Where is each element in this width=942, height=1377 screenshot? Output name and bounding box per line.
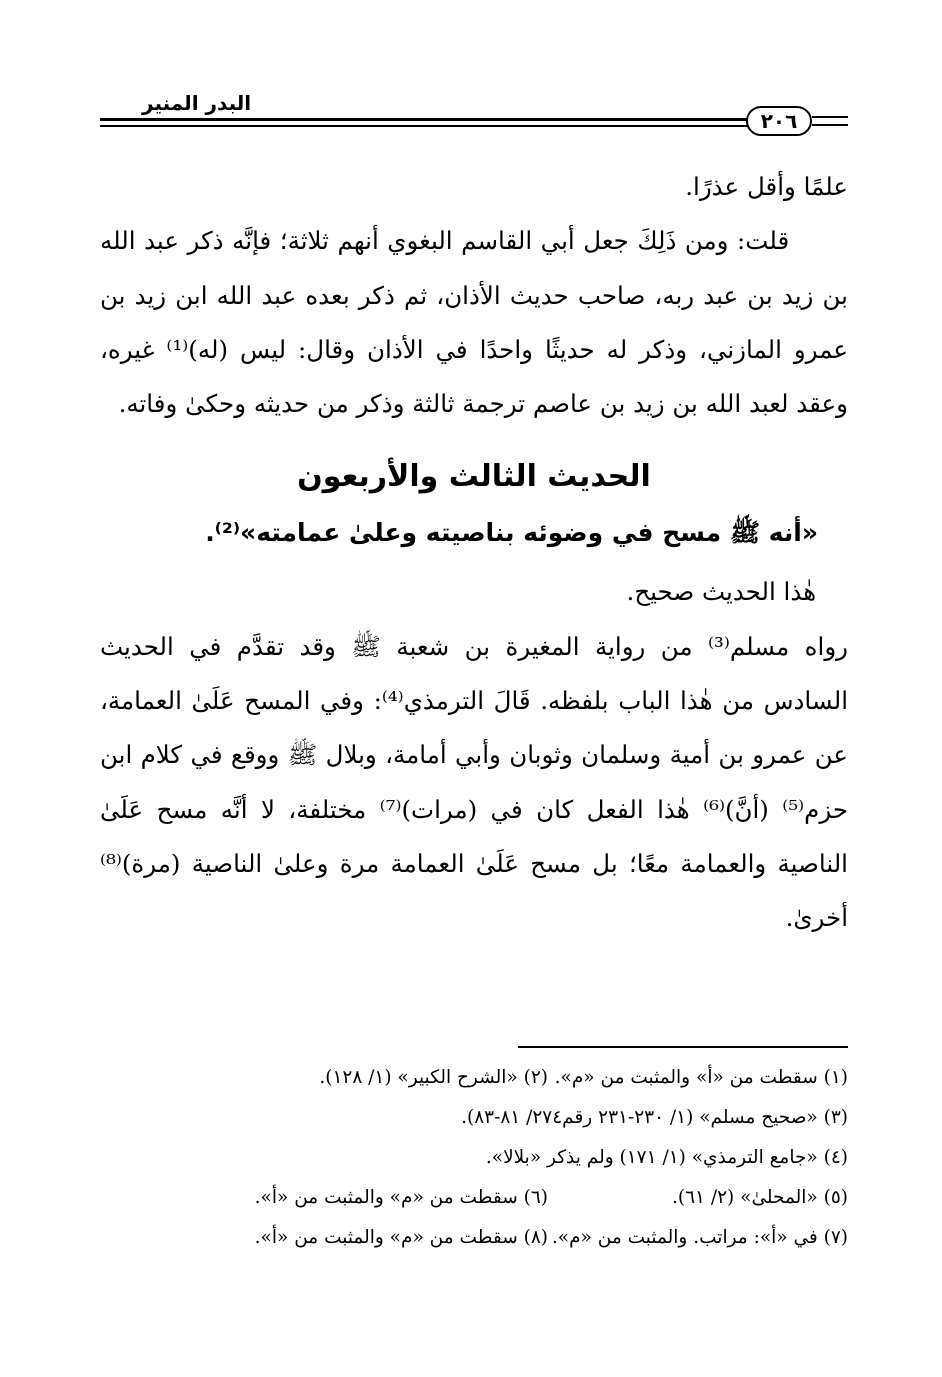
paragraph: علمًا وأقل عذرًا. <box>685 172 848 201</box>
footnote-row <box>100 1138 848 1178</box>
footnote: (٣) «صحيح مسلم» (١/ ٢٣٠-٢٣١ رقم٢٧٤/ ٨١-٨٣). <box>461 1107 848 1128</box>
hadith-text: «أنه ﷺ مسح في وضوئه بناصيته وعلىٰ عمامته»⁽²⁾. <box>205 518 818 548</box>
book-title: البدر المنير <box>142 91 252 115</box>
page-number: ٢٠٦ <box>746 106 812 136</box>
paragraph: قلت: ومن ذَلِكَ جعل أبي القاسم البغوي أنهم ثلاثة؛ فإنَّه ذكر عبد الله بن زيد بن عبد ربه، صاحب حديث الأذان، ثم ذكر بعده عبد الله ابن زيد بن عمرو المازني، وذكر له حديثًا واحدًا في الأذان وقال: ليس (له)⁽¹⁾ غيره، وعقد لعبد الله بن زيد بن عاصم ترجمة ثالثة وذكر من حديثه وحكىٰ وفاته. <box>100 226 848 419</box>
paragraph: رواه مسلم⁽³⁾ من رواية المغيرة بن شعبة ﷺ وقد تقدَّم في الحديث السادس من هٰذا الباب بلفظه. قَالَ الترمذي⁽⁴⁾: وفي المسح عَلَىٰ العمامة، عن عمرو بن أمية وسلمان وثوبان وأبي أمامة، وبلال ﷺ ووقع في كلام ابن حزم⁽⁵⁾ (أنَّ)⁽⁶⁾ هٰذا الفعل كان في (مرات)⁽⁷⁾ مختلفة، لا أنَّه مسح عَلَىٰ الناصية والعمامة معًا؛ بل مسح عَلَىٰ العمامة مرة وعلىٰ الناصية (مرة)⁽⁸⁾ أخرىٰ. <box>100 631 849 933</box>
header-rule <box>100 118 748 121</box>
footnote: (٦) سقطت من «م» والمثبت من «أ». <box>254 1187 548 1208</box>
paragraph: هٰذا الحديث صحيح. <box>626 577 817 607</box>
footnote-row <box>100 1058 848 1098</box>
header-rule <box>812 124 848 126</box>
footnotes <box>100 1058 848 1258</box>
header-rule <box>100 125 748 127</box>
running-header <box>100 88 848 138</box>
footnote: (١) سقطت من «أ» والمثبت من «م». <box>554 1067 848 1088</box>
footnote-separator <box>518 1046 848 1048</box>
footnote: (٥) «المحلىٰ» (٢/ ٦١). <box>672 1187 848 1208</box>
footnote: (٧) في «أ»: مراتب. والمثبت من «م». <box>551 1227 848 1248</box>
footnote: (٤) «جامع الترمذي» (١/ ١٧١) ولم يذكر «بلالا». <box>485 1147 848 1168</box>
footnote: (٨) سقطت من «م» والمثبت من «أ». <box>254 1227 548 1248</box>
main-text <box>100 160 848 946</box>
header-rule <box>812 116 848 118</box>
footnote-row <box>100 1098 848 1138</box>
footnote-row <box>100 1178 848 1218</box>
section-heading: الحديث الثالث والأربعون <box>297 459 651 495</box>
footnote: (٢) «الشرح الكبير» (١/ ١٢٨). <box>319 1067 548 1088</box>
footnote-row <box>100 1218 848 1258</box>
